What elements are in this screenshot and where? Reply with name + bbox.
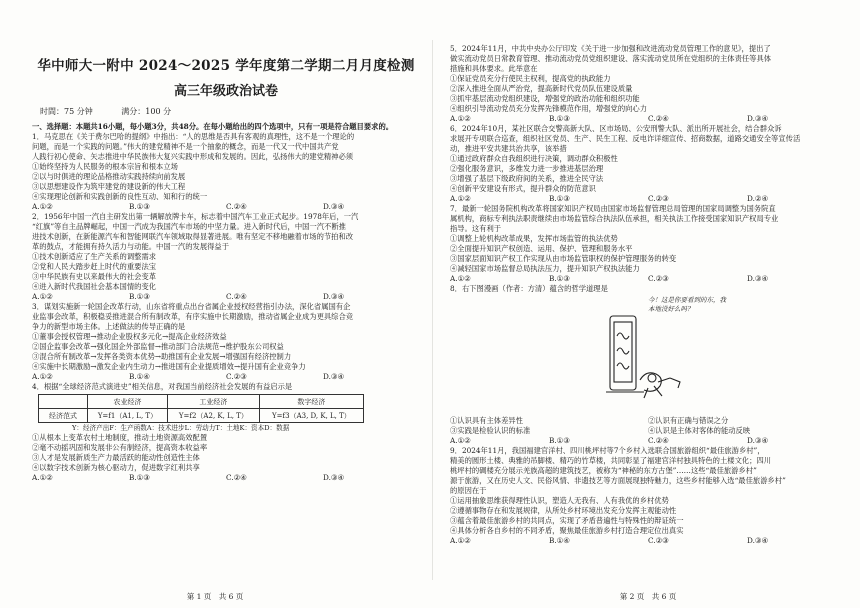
q8-line: 8．右下图漫画（作者：方清）蕴含的哲学道理是 [450,284,608,293]
choice-b: B.①③ [129,202,150,211]
q9-option-line: ②遵循事物存在和发展规律，从所处乡村环境出发充分发挥主观能动性 [450,506,677,515]
q9-line: 的原因在于 [450,486,487,495]
choice-d: D.③④ [747,536,768,545]
q3-option-line: ①董事会授权管理→推动企业股权多元化→提高企业经济效益 [32,332,227,341]
choice-b: B.①③ [129,473,150,482]
exam-score: 满分：100 分 [121,107,172,116]
q2-line: “红旗”等自主品牌崛起，中国一汽成为我国汽车市场的中坚力量。进入新时代后，中国一汽不断推 [32,222,346,231]
choice-b: B.①③ [549,114,570,123]
q2-choices [32,292,420,302]
question-9 [450,446,846,536]
q7-option-line: ②全面提升知识产权创造、运用、保护、管理和服务水平 [450,244,633,253]
choice-d: D.③④ [323,372,344,381]
exam-title: 华中师大一附中 2024～2025 学年度第二学期二月月度检测 [37,58,415,74]
choice-a: A.①② [450,274,471,283]
q1-choices [32,202,420,212]
question-2 [32,212,420,292]
table-cell: Y=f3（A3, D, K, L, T） [259,409,363,423]
q4-option-line: ②毫不动摇巩固和发展非公有制经济，提高资本收益率 [32,443,208,452]
q8-option-line: ③实践是检验认识的标准 [450,426,531,435]
table-header: 数字经济 [259,395,363,409]
q8-option-line: ④认识是主体对客体的能动反映 [648,426,751,435]
choice-c: C.②③ [648,194,669,203]
table-cell: Y=f2（A2, K, L, T） [167,409,259,423]
choice-a: A.①② [32,372,53,381]
q3-option-line: ④实施中长期激励→激发企业内生动力→推进国有企业提质增效→提升国有企业竞争力 [32,362,306,371]
q5-option-line: ②深入推进全面从严治党，提高新时代党员队伍建设质量 [450,84,633,93]
q1-line: 人践行初心使命、矢志推进中华民族伟大复兴实践中形成和发展的。因此，弘扬伟大的建党精神必须 [32,152,354,161]
question-4-options [32,433,420,473]
choice-b: B.①③ [549,436,570,445]
question-5 [450,44,846,114]
choice-b: B.①③ [549,274,570,283]
choice-d: D.③④ [747,436,768,445]
choice-a: A.①② [450,114,471,123]
choice-a: A.①② [450,536,471,545]
q3-option-line: ③混合所有制改革→发挥各类资本优势→助推国有企业发展→增强国有经济控制力 [32,352,292,361]
choice-d: D.③④ [323,202,344,211]
q6-choices [450,194,846,204]
choice-c: C.②③ [226,372,247,381]
question-8 [450,284,846,294]
q2-option-line: ③中华民族有史以来最伟大的社会变革 [32,272,157,281]
choice-b: B.①④ [549,536,570,545]
economic-paradigm-table [38,394,364,423]
q2-line: 革的鼓点，才能拥有持久活力与动能。中国一汽的发展得益于 [32,242,230,251]
table-row-label: 经济范式 [39,409,88,423]
q4-option-line: ③人才是发展新质生产力最活跃的能动性创造性主体 [32,453,200,462]
page-2 [436,0,860,608]
exam-meta [40,106,420,118]
table-corner [39,395,88,409]
table-row [39,409,364,423]
page-divider [432,40,433,580]
q6-line: 求展开专项联合巡查，组织社区党员、生产、民生工程、反电诈详细宣传、招商数据，道路交通安全等宣传活 [450,134,801,143]
q3-choices [32,372,420,382]
exam-subtitle: 高三年级政治试卷 [173,84,278,99]
q7-option-line: ③国家层面知识产权工作实现从由市场监管职权的保护管理服务的转变 [450,254,677,263]
q2-option-line: ④进入新时代我国社会基本国情的变化 [32,282,157,291]
choice-c: C.②③ [648,274,669,283]
table-cell: Y=f1（A1, L, T） [88,409,168,423]
q2-option-line: ①技术创新适应了生产关系的调整需求 [32,252,157,261]
choice-c: C.②④ [648,114,669,123]
choice-d: D.③④ [323,473,344,482]
q5-option-line: ①保证党员充分行使民主权利，提高党的执政能力 [450,74,611,83]
q1-line: 问题，而是一个实践的问题。”伟大的建党精神不是一个抽象的概念，而是一代又一代中国共产党 [32,142,339,151]
choice-b: B.①③ [129,292,150,301]
table-header: 工业经济 [167,395,259,409]
q3-line: 3．谋划实施新一轮国企改革行动，山东省将重点出台省属企业授权经营指引办法，深化省属国有企 [32,302,351,311]
q5-option-line: ④组织引导流动党员充分发挥先锋模范作用，增强党的向心力 [450,104,648,113]
choice-d: D.②④ [747,194,768,203]
choice-c: C.②④ [226,292,247,301]
q7-choices [450,274,846,284]
q1-option-line: ③以思想建设作为筑牢建党的建设新的伟大工程 [32,182,186,191]
q5-line: 5．2024年11月，中共中央办公厅印发《关于进一步加强和改进流动党员管理工作的意见》，提出了 [450,44,771,53]
question-1 [32,132,420,202]
question-6 [450,124,846,194]
choice-c: C.②④ [648,436,669,445]
q6-option-line: ③增强了基层下级政府间的关系，推进全民守法 [450,174,604,183]
cartoon-illustration [600,296,730,414]
q3-line: 业监事会改革，积极稳妥推进混合所有制改革，有序实施中长期激励，推动省属企业成为更具综合竞 [32,312,354,321]
q9-line: 精美的圆形土楼、典雅的吊脚楼、精巧的竹草楼，共同彰显了福建官洋村独具特色的土楼文化；四川 [450,456,772,465]
table-header: 农业经济 [88,395,168,409]
choice-d: D.③④ [323,292,344,301]
q2-line: 2．1956年中国一汽自主研发出第一辆解放牌卡车，标志着中国汽车工业正式起步。1978年后，一汽 [32,212,359,221]
q9-choices [450,536,846,546]
q2-option-line: ②党和人民大踏步赶上时代的重要法宝 [32,262,157,271]
q4-line: 4．根据“全球经济范式演进史”相关信息，对我国当前经济社会发展的有益启示是 [32,382,293,391]
choice-a: A.①② [32,292,53,301]
question-7 [450,204,846,274]
q5-line: 做实流动党员日常教育管理、推动流动党员党组织建设、落实流动党员所在党组织的主体责任等具体 [450,54,772,63]
q6-option-line: ②强化服务意识，多维发力进一步推进基层治理 [450,164,604,173]
page-footer: 第 1 页 共 6 页 [186,592,244,601]
choice-a: A.①② [450,436,471,445]
q6-line: 动，推进平安共建共治共享，该举措 [450,144,567,153]
q7-line: 属机构，商标专利执法职责继续由市场监管综合执法队伍承担，相关执法工作接受国家知识产权局专业 [450,214,779,223]
q7-option-line: ④减轻国家市场监督总局执法压力，提升知识产权执法能力 [450,264,640,273]
choice-b: B.①③ [549,194,570,203]
q4-option-line: ④以数字技术创新为核心驱动力，促进数字红利共享 [32,463,200,472]
q8-option-line: ②认识有正确与错误之分 [648,416,729,425]
q9-option-line: ③蕴含着最佳旅游乡村的共同点，实现了矛盾普遍性与特殊性的辩证统一 [450,516,684,525]
choice-c: C.②④ [226,473,247,482]
choice-d: D.③④ [747,114,768,123]
q8-choices [450,436,846,446]
choice-d: D.③④ [747,274,768,283]
exam-time: 时間：75 分钟 [40,107,93,116]
q9-option-line: ①运用抽象思维获得理性认识，塑造人无我有、人有我优的乡村优势 [450,496,669,505]
page-footer: 第 2 页 共 6 页 [619,592,677,601]
section-heading: 一、选择题：本题共16小题，每小题3分，共48分。在每小题给出的四个选项中，只有一项是符合题目要求的。 [32,122,394,131]
choice-c: C.②③ [648,536,669,545]
q6-option-line: ①通过政府群众自我组织进行决策，调动群众积极性 [450,154,618,163]
q1-option-line: ①始终坚持为人民服务的根本宗旨和根本立场 [32,162,178,171]
q1-option-line: ②以与时俱进的理论品格推动实践持续向前发展 [32,172,186,181]
q1-line: 1．马克思在《关于费尔巴哈的提纲》中指出：“人的思维是否具有客观的真理性，这不是一个理论的 [32,132,355,141]
q9-line: 桃坪村的碉楼充分展示羌族高超的建筑技艺，被称为“神秘的东方古堡”……这些“最佳旅游乡村” [450,466,757,475]
choice-a: A.①② [32,202,53,211]
q5-line: 措施和具体要求。此举意在 [450,64,538,73]
q6-line: 6．2024年10月，某社区联合交警高新大队、区市场局、公安刑警大队、派出所开展社会，结合群众诉 [450,124,782,133]
q3-line: 争力的新型市场主体。上述做法的传导正确的是 [32,322,186,331]
q4-choices [32,473,420,483]
q9-line: 9．2024年11月，我国福建官洋村、四川桃坪村等7个乡村入选联合国旅游组织“最佳旅游乡村”， [450,446,765,455]
question-4 [32,382,420,392]
choice-a: A.①② [450,194,471,203]
q5-choices [450,114,846,124]
q7-option-line: ①调整上轮机构改革成果，发挥市场监管的执法优势 [450,234,618,243]
q5-option-line: ③抓牢基层流动党组织建设，增强党的政治功能和组织功能 [450,94,640,103]
cartoon-speech-text: 今！这是你要看到的东，我本地没好么吗？ [648,296,726,313]
q7-line: 7．最新一轮国务院机构改革将国家知识产权局由国家市场监督管理总局管理的国家局调整为国务院直 [450,204,776,213]
q7-line: 指导。这有利于 [450,224,502,233]
q9-option-line: ④具体分析各自乡村的不同矛盾，聚焦最佳旅游乡村打造合理定位出真实 [450,526,684,535]
q1-option-line: ④实现理论创新和实践创新的良性互动、知和行的统一 [32,192,208,201]
q6-option-line: ④创新平安建设有形式，提升群众的防范意识 [450,184,596,193]
question-8-options [450,416,846,436]
table-legend-note: Y：经济产出F：生产函数A：技术进步L：劳动力T：土地K：资本D：数据 [72,424,290,432]
table-header-row [39,395,364,409]
q8-option-line: ①认识具有主体差异性 [450,416,523,425]
choice-c: C.②④ [226,202,247,211]
q2-line: 进技术创新，在新能源汽车和智能网联汽车领域取得显著进展。唯有坚定不移地融着市场的节拍和改 [32,232,354,241]
q4-option-line: ①从根本上变革农村土地制度，推动土地资源高效配置 [32,433,208,442]
question-3 [32,302,420,372]
q8-option-row [450,426,846,436]
choice-a: A.①② [32,473,53,482]
q9-line: 源于旅游，又在历史人文、民俗风情、非遗技艺等方面展现独特魅力，这些乡村能够入选“最佳旅游乡村” [450,476,786,485]
q8-option-row [450,416,846,426]
q3-option-line: ②国企监事会改革→强化国企外部监督→推动部门合法规范→维护股东公司权益 [32,342,284,351]
choice-b: B.①④ [129,372,150,381]
